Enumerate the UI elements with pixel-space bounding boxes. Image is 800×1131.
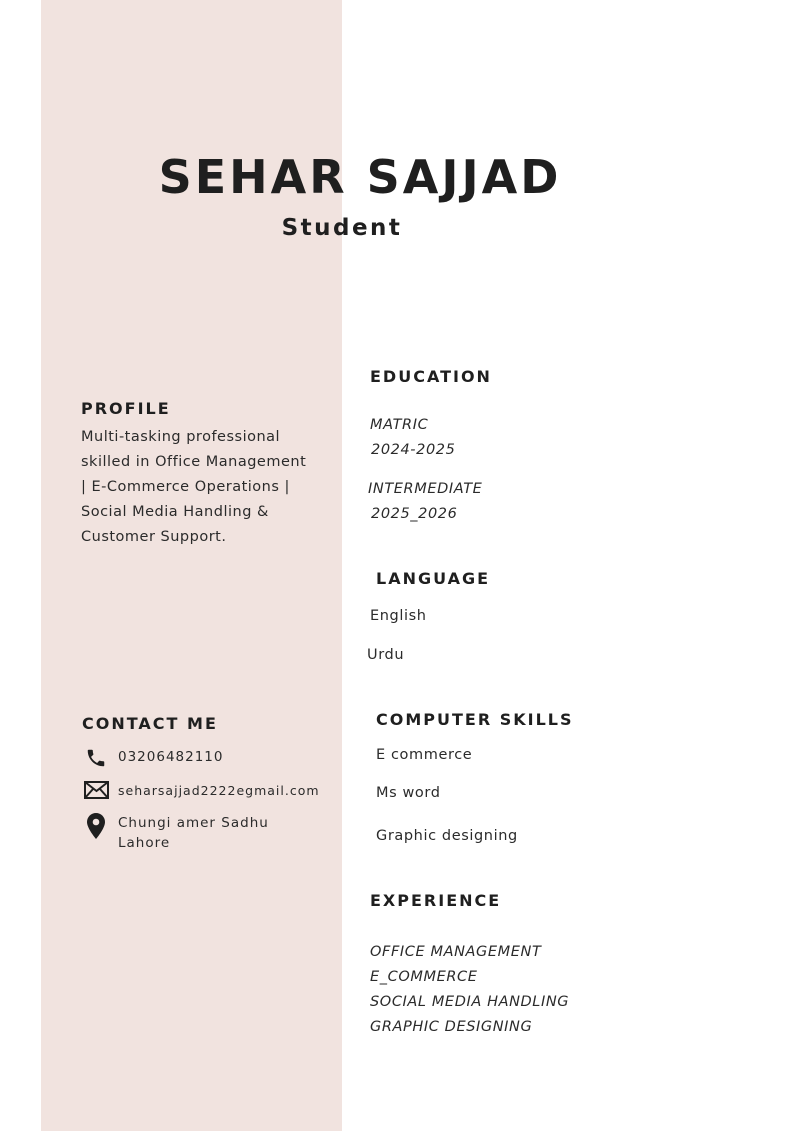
education-heading: EDUCATION — [370, 367, 492, 386]
contact-address — [118, 813, 269, 853]
skill-item: E commerce — [376, 747, 473, 763]
language-item: English — [370, 608, 427, 624]
profile-line: Customer Support. — [81, 529, 227, 545]
language-item: Urdu — [367, 647, 405, 663]
address-line: Lahore — [118, 835, 171, 851]
experience-item: GRAPHIC DESIGNING — [370, 1019, 533, 1035]
envelope-icon — [84, 781, 110, 803]
education-years: 2024-2025 — [371, 442, 456, 458]
contact-address-row — [87, 813, 269, 853]
profile-line: | E-Commerce Operations | — [81, 479, 290, 495]
profile-line: skilled in Office Management — [81, 454, 307, 470]
resume-role: Student — [281, 215, 403, 241]
map-pin-icon — [87, 813, 113, 835]
education-title: MATRIC — [370, 417, 429, 433]
experience-item: OFFICE MANAGEMENT — [370, 944, 542, 960]
contact-email-row — [84, 781, 320, 803]
contact-phone[interactable]: 03206482110 — [118, 749, 224, 765]
experience-heading: EXPERIENCE — [370, 891, 502, 910]
skill-item: Graphic designing — [376, 828, 518, 844]
address-line: Chungi amer Sadhu — [118, 815, 269, 831]
contact-phone-row — [85, 747, 223, 769]
profile-heading: PROFILE — [81, 399, 171, 418]
contact-email[interactable]: seharsajjad2222egmail.com — [118, 783, 320, 798]
experience-item: E_COMMERCE — [370, 969, 478, 985]
resume-name: SEHAR SAJJAD — [158, 150, 562, 204]
language-heading: LANGUAGE — [376, 569, 491, 588]
computer-skills-heading: COMPUTER SKILLS — [376, 710, 574, 729]
profile-line: Social Media Handling & — [81, 504, 269, 520]
profile-line: Multi-tasking professional — [81, 429, 281, 445]
contact-heading: CONTACT ME — [82, 714, 218, 733]
experience-item: SOCIAL MEDIA HANDLING — [370, 994, 570, 1010]
education-years: 2025_2026 — [371, 506, 458, 522]
phone-icon — [85, 747, 111, 769]
experience-list — [370, 940, 569, 1040]
profile-text — [81, 425, 331, 550]
skill-item: Ms word — [376, 785, 441, 801]
education-title: INTERMEDIATE — [368, 481, 483, 497]
